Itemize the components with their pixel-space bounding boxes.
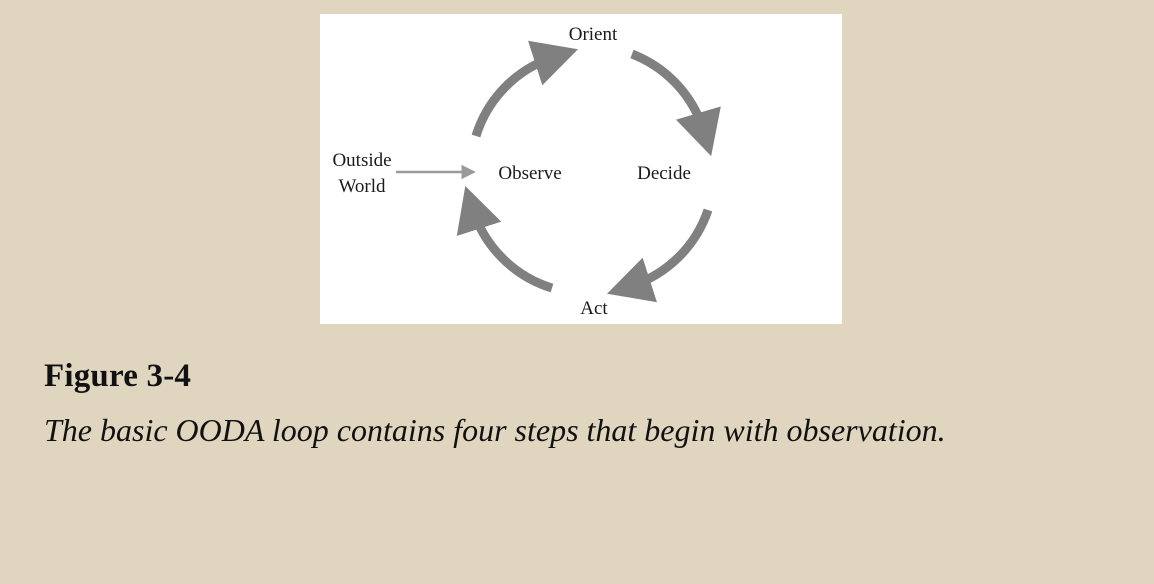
figure-caption-text: The basic OODA loop contains four steps that begin with observation. [44, 412, 946, 449]
outside-world-label-line2: World [338, 176, 386, 197]
arrow-act-to-observe [473, 210, 552, 288]
arrow-observe-to-orient [476, 57, 554, 136]
ooda-loop-diagram [320, 14, 842, 324]
node-label-orient: Orient [568, 24, 618, 45]
outside-world-label-line1: Outside [332, 150, 392, 171]
figure-image-panel [320, 14, 842, 324]
figure-number: Figure 3-4 [44, 358, 192, 394]
node-label-observe: Observe [498, 163, 562, 184]
arrow-decide-to-act [631, 210, 708, 286]
arrow-orient-to-decide [632, 54, 704, 132]
node-label-decide: Decide [637, 163, 691, 184]
node-label-act: Act [580, 298, 608, 319]
figure-caption-block [44, 358, 1104, 452]
